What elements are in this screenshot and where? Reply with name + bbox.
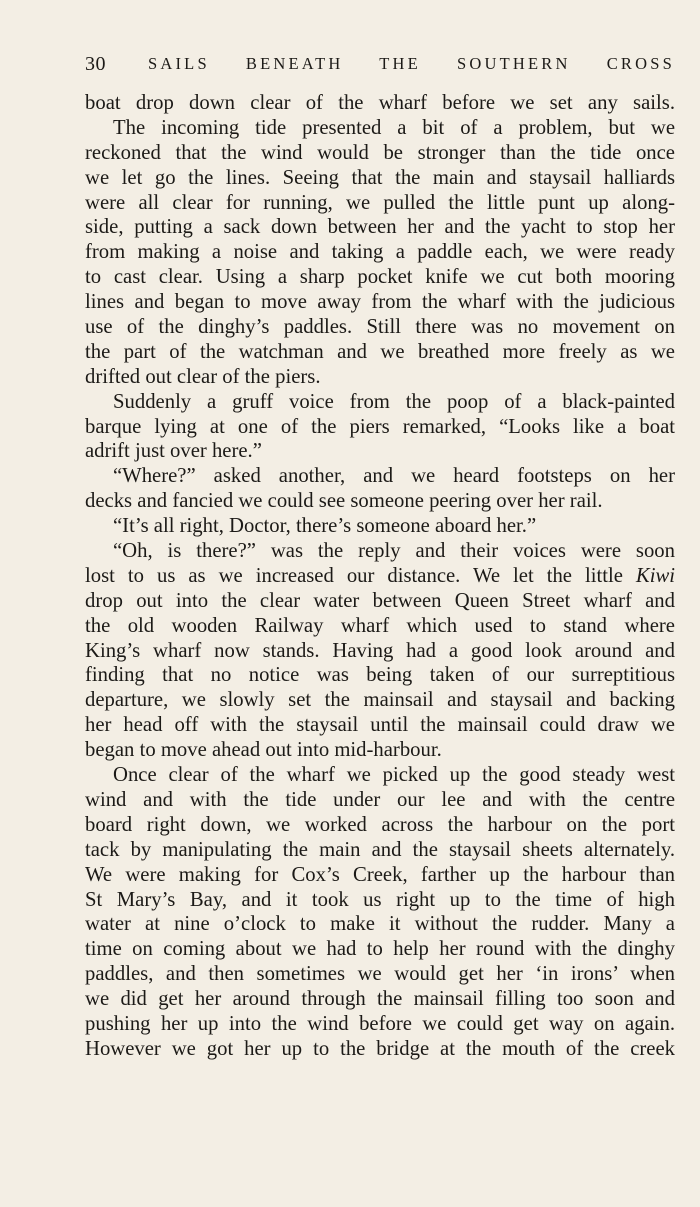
text-line: the part of the watchman and we breathed more freely as we [85, 340, 675, 363]
running-head [85, 50, 675, 78]
text-line: paddles, and then sometimes we would get her ‘in irons’ when [85, 963, 675, 986]
text-line: we did get her around through the mainsail filling too soon and [85, 988, 675, 1011]
text-line: side, putting a sack down between her and the yacht to stop her [85, 216, 675, 239]
paragraph-start-line: Suddenly a gruff voice from the poop of a black-painted [113, 390, 675, 413]
text-line: We were making for Cox’s Creek, farther up the harbour than [85, 863, 675, 886]
text-line: the old wooden Railway wharf which used to stand where [85, 614, 675, 637]
text-line: However we got her up to the bridge at the mouth of the creek [85, 1037, 675, 1060]
text-line: use of the dinghy’s paddles. Still there was no movement on [85, 316, 675, 339]
text-line: tack by manipulating the main and the staysail sheets alternately. [85, 838, 675, 861]
text-line: boat drop down clear of the wharf before we set any sails. [85, 92, 675, 114]
text-line: reckoned that the wind would be stronger than the tide once [85, 141, 675, 164]
text-line: departure, we slowly set the mainsail and staysail and backing [85, 689, 675, 712]
paragraph-start-line: Once clear of the wharf we picked up the good steady west [113, 764, 675, 787]
text-line: were all clear for running, we pulled the little punt up along- [85, 191, 675, 214]
paragraph-end-line: adrift just over here.” [85, 440, 262, 463]
paragraph-end-line: began to move ahead out into mid-harbour. [85, 739, 442, 762]
text-line: we let go the lines. Seeing that the main and staysail halliards [85, 166, 675, 189]
paragraph-end-line: drifted out clear of the piers. [85, 365, 321, 388]
text-line: finding that no notice was being taken of our surreptitious [85, 664, 675, 687]
paragraph-start-line: The incoming tide presented a bit of a problem, but we [113, 116, 675, 139]
text-line: time on coming about we had to help her round with the dinghy [85, 938, 675, 961]
body-text [85, 91, 675, 1062]
text-line: drop out into the clear water between Queen Street wharf and [85, 589, 675, 612]
text-line-with-italic [85, 564, 675, 589]
text-line: lines and began to move away from the wharf with the judicious [85, 291, 675, 314]
boat-name-italic: Kiwi [635, 564, 675, 587]
text-line: from making a noise and taking a paddle each, we were ready [85, 241, 675, 264]
text-line: pushing her up into the wind before we could get way on again. [85, 1012, 675, 1035]
paragraph-start-line: “Oh, is there?” was the reply and their voices were soon [113, 540, 675, 563]
text-line: board right down, we worked across the harbour on the port [85, 813, 675, 836]
paragraph-start-line: “Where?” asked another, and we heard footsteps on her [113, 465, 675, 488]
text-line: wind and with the tide under our lee and with the centre [85, 788, 675, 811]
text-line: her head off with the staysail until the mainsail could draw we [85, 714, 675, 737]
text-line: to cast clear. Using a sharp pocket knife we cut both mooring [85, 266, 675, 289]
page-number: 30 [85, 53, 106, 75]
dialogue-line: “It’s all right, Doctor, there’s someone aboard her.” [113, 515, 537, 538]
book-title: SAILS BENEATH THE SOUTHERN CROSS [148, 54, 675, 73]
text-line: barque lying at one of the piers remarked, “Looks like a boat [85, 415, 675, 438]
text-line: water at nine o’clock to make it without the rudder. Many a [85, 913, 675, 936]
text-fragment: lost to us as we increased our distance. We let the little [85, 564, 623, 587]
paragraph-end-line: decks and fancied we could see someone peering over her rail. [85, 490, 603, 513]
text-line: King’s wharf now stands. Having had a good look around and [85, 639, 675, 662]
text-line: St Mary’s Bay, and it took us right up to the time of high [85, 888, 675, 911]
